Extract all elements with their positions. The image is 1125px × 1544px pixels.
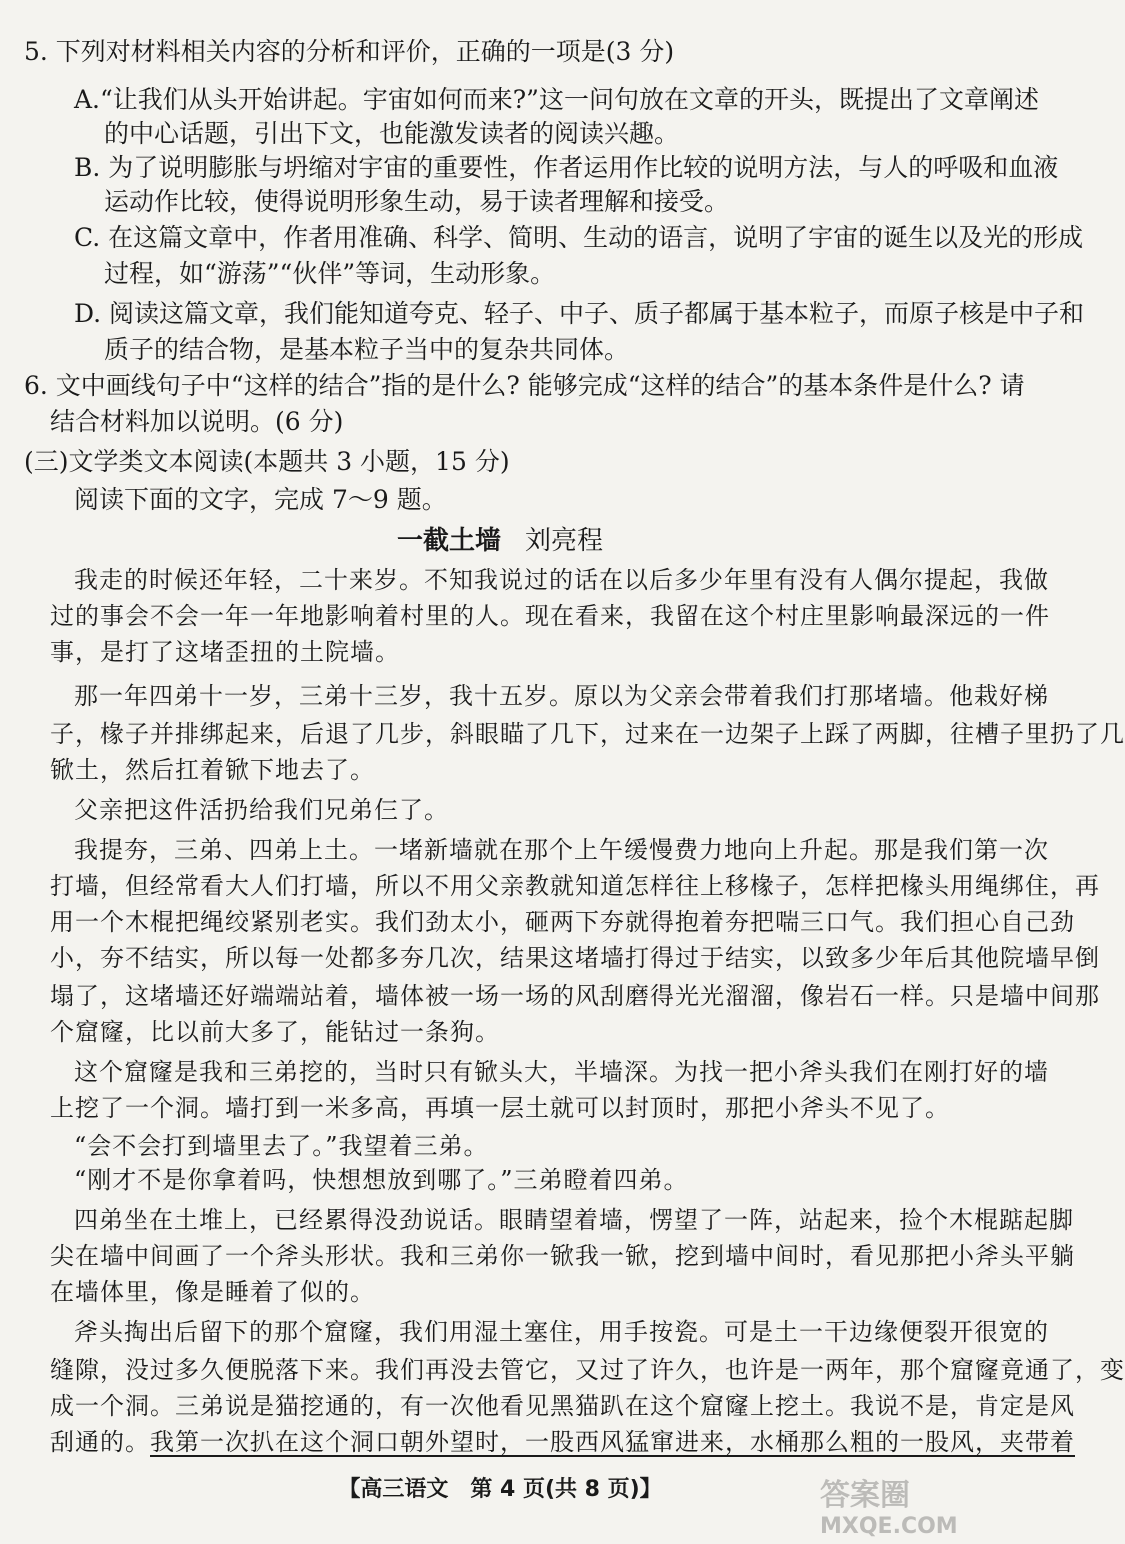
q5-option-c-line1: C. 在这篇文章中，作者用准确、科学、简明、生动的语言，说明了宇宙的诞生以及光的形成 xyxy=(74,223,1084,252)
q5-option-b-line2: 运动作比较，使得说明形象生动，易于读者理解和接受。 xyxy=(104,187,730,216)
article-line: 过的事会不会一年一年地影响着村里的人。现在看来，我留在这个村庄里影响最深远的一件 xyxy=(50,602,1050,630)
q5-option-b-line1: B. 为了说明膨胀与坍缩对宇宙的重要性，作者运用作比较的说明方法，与人的呼吸和血液 xyxy=(74,153,1059,182)
section3-instruction: 阅读下面的文字，完成 7～9 题。 xyxy=(74,485,447,514)
q5-option-d-line1: D. 阅读这篇文章，我们能知道夸克、轻子、中子、质子都属于基本粒子，而原子核是中子和 xyxy=(74,299,1085,328)
article-title-line xyxy=(0,520,1000,557)
article-line: 锨土，然后扛着锨下地去了。 xyxy=(50,756,375,784)
article-line: 上挖了一个洞。墙打到一米多高，再填一层土就可以封顶时，那把小斧头不见了。 xyxy=(50,1094,950,1122)
article-line: 这个窟窿是我和三弟挖的，当时只有锨头大，半墙深。为找一把小斧头我们在刚打好的墙 xyxy=(74,1058,1049,1086)
article-line: “会不会打到墙里去了。”我望着三弟。 xyxy=(74,1132,489,1160)
underlined-sentence: 我第一次扒在这个洞口朝外望时，一股西风猛窜进来，水桶那么粗的一股风，夹带着 xyxy=(150,1428,1075,1456)
article-line: 尖在墙中间画了一个斧头形状。我和三弟你一锨我一锨，挖到墙中间时，看见那把小斧头平躺 xyxy=(50,1242,1075,1270)
article-line: 那一年四弟十一岁，三弟十三岁，我十五岁。原以为父亲会带着我们打那堵墙。他栽好梯 xyxy=(74,682,1049,710)
article-line: 我提夯，三弟、四弟上土。一堵新墙就在那个上午缓慢费力地向上升起。那是我们第一次 xyxy=(74,836,1049,864)
article-line: 个窟窿，比以前大多了，能钻过一条狗。 xyxy=(50,1018,500,1046)
article-line: 小，夯不结实，所以每一处都多夯几次，结果这堵墙打得过于结实，以致多少年后其他院墙早倒 xyxy=(50,944,1100,972)
watermark xyxy=(820,1470,990,1540)
q6-line2: 结合材料加以说明。(6 分) xyxy=(50,407,344,436)
q5-option-d-line2: 质子的结合物，是基本粒子当中的复杂共同体。 xyxy=(104,335,630,364)
page-footer: 【高三语文 第 4 页(共 8 页)】 xyxy=(338,1477,662,1502)
article-line: 成一个洞。三弟说是猫挖通的，有一次他看见黑猫趴在这个窟窿上挖土。我说不是，肯定是风 xyxy=(50,1392,1075,1420)
article-line-plain: 刮通的。 xyxy=(50,1428,150,1456)
article-line: 子，椽子并排绑起来，后退了几步，斜眼瞄了几下，过来在一边架子上踩了两脚，往槽子里扔了几 xyxy=(50,720,1125,748)
q5-option-a-line2: 的中心话题，引出下文，也能激发读者的阅读兴趣。 xyxy=(104,119,680,148)
article-line: 事，是打了这堵歪扭的土院墙。 xyxy=(50,638,400,666)
article-author: 刘亮程 xyxy=(525,526,604,556)
article-line-last xyxy=(50,1422,1075,1457)
watermark-logo: 答案圈 xyxy=(820,1478,910,1513)
article-line: 缝隙，没过多久便脱落下来。我们再没去管它，又过了许久，也许是一两年，那个窟窿竟通了，变 xyxy=(50,1356,1125,1384)
q5-stem: 5. 下列对材料相关内容的分析和评价，正确的一项是(3 分) xyxy=(24,37,675,66)
section3-heading: (三)文学类文本阅读(本题共 3 小题，15 分) xyxy=(24,447,510,476)
q5-option-a-line1: A.“让我们从头开始讲起。宇宙如何而来?”这一问句放在文章的开头，既提出了文章阐述 xyxy=(74,85,1039,114)
watermark-url: MXQE.COM xyxy=(820,1514,958,1539)
article-line: 斧头掏出后留下的那个窟窿，我们用湿土塞住，用手按瓷。可是土一干边缘便裂开很宽的 xyxy=(74,1318,1049,1346)
article-line: 四弟坐在土堆上，已经累得没劲说话。眼睛望着墙，愣望了一阵，站起来，捡个木棍踮起脚 xyxy=(74,1206,1074,1234)
article-title: 一截土墙 xyxy=(396,526,501,556)
article-line: 塌了，这堵墙还好端端站着，墙体被一场一场的风刮磨得光光溜溜，像岩石一样。只是墙中间那 xyxy=(50,982,1100,1010)
article-line: 打墙，但经常看大人们打墙，所以不用父亲教就知道怎样往上移椽子，怎样把椽头用绳绑住，再 xyxy=(50,872,1100,900)
article-line: 我走的时候还年轻，二十来岁。不知我说过的话在以后多少年里有没有人偶尔提起，我做 xyxy=(74,566,1049,594)
article-line: 在墙体里，像是睡着了似的。 xyxy=(50,1278,375,1306)
article-line: 用一个木棍把绳绞紧别老实。我们劲太小，砸两下夯就得抱着夯把喘三口气。我们担心自己劲 xyxy=(50,908,1075,936)
article-line: “刚才不是你拿着吗，快想想放到哪了。”三弟瞪着四弟。 xyxy=(74,1166,689,1194)
q5-option-c-line2: 过程，如“游荡”“伙伴”等词，生动形象。 xyxy=(104,259,556,288)
q6-line1: 6. 文中画线句子中“这样的结合”指的是什么? 能够完成“这样的结合”的基本条件是什么? 请 xyxy=(24,371,1025,400)
article-line: 父亲把这件活扔给我们兄弟仨了。 xyxy=(74,796,449,824)
